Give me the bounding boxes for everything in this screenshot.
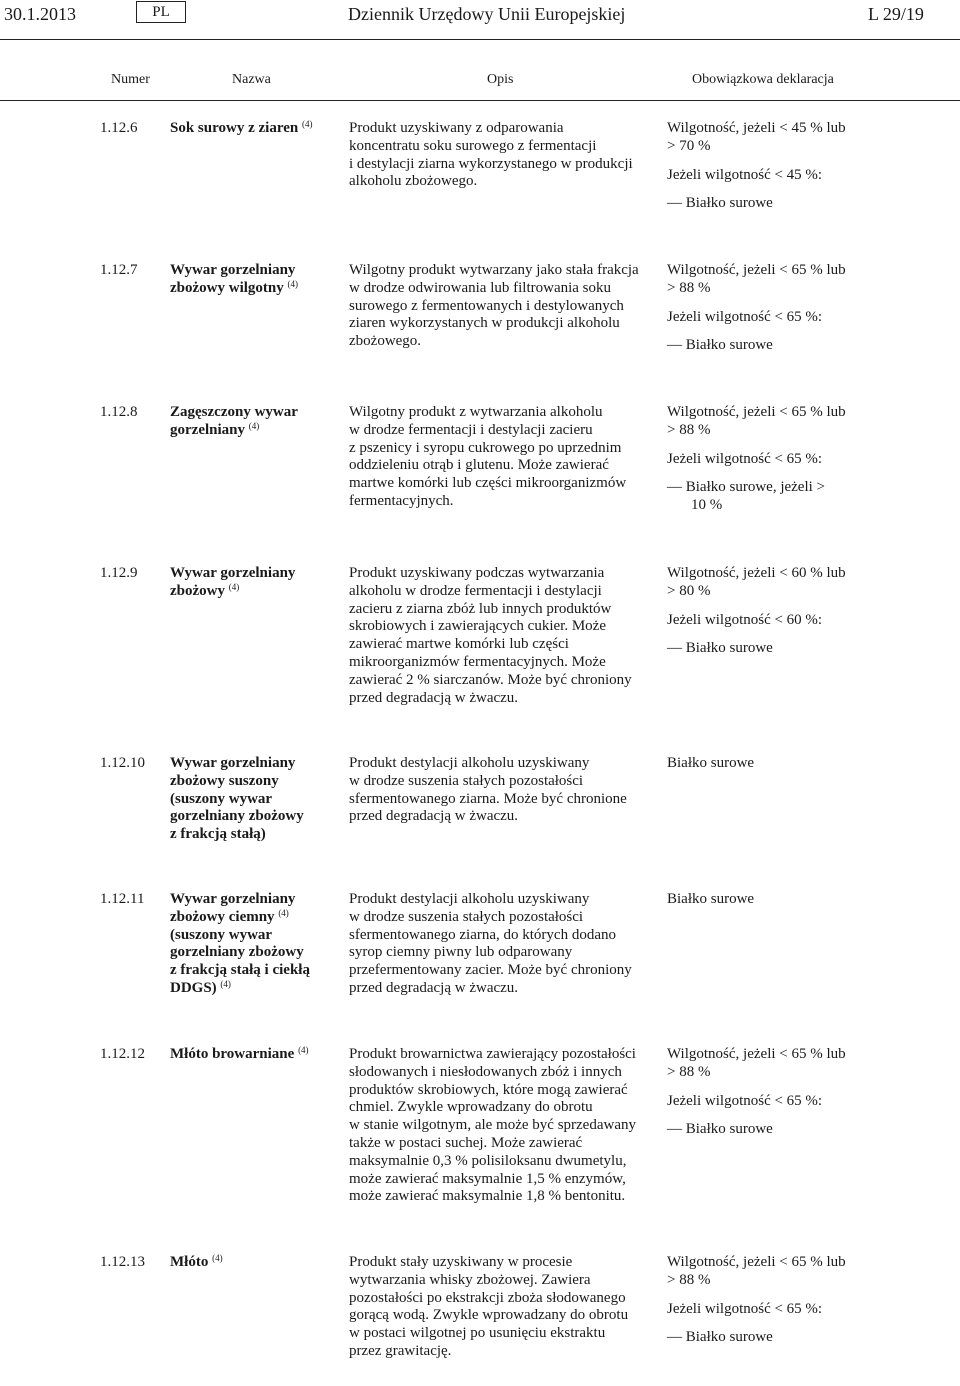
row-description-line: Produkt stały uzyskiwany w procesie bbox=[349, 1254, 573, 1270]
row-description-line: i destylacji ziarna wykorzystanego w produkcji bbox=[349, 155, 633, 172]
row-name-text: DDGS) bbox=[170, 979, 221, 996]
obligatory-line: > 70 % bbox=[667, 137, 711, 154]
row-description-line: chmiel. Zwykle wprowadzany do obrotu bbox=[349, 1099, 593, 1116]
spacer bbox=[667, 601, 863, 612]
header-rule bbox=[0, 39, 960, 40]
row-obligatory-declaration bbox=[667, 565, 863, 658]
row-number: 1.12.6 bbox=[100, 120, 138, 136]
row-name-text: z frakcją stałą i ciekłą bbox=[170, 962, 310, 979]
spacer bbox=[667, 1082, 863, 1093]
obligatory-condition: Jeżeli wilgotność < 45 %: bbox=[667, 166, 823, 183]
row-number: 1.12.8 bbox=[100, 404, 138, 420]
row-description bbox=[349, 404, 651, 511]
row-description-line: produktów skrobiowych, które mogą zawierać bbox=[349, 1081, 628, 1098]
spacer bbox=[667, 468, 863, 479]
row-description-line: gorącą wodą. Zwykle wprowadzany do obrotu bbox=[349, 1307, 629, 1324]
row-name-text: Wywar gorzelniany bbox=[170, 262, 296, 278]
spacer bbox=[667, 1290, 863, 1301]
row-name bbox=[170, 891, 330, 998]
row-obligatory-declaration bbox=[667, 891, 863, 909]
row-description-line: zawierać 2 % siarczanów. Może być chroniony bbox=[349, 671, 632, 688]
row-name-line bbox=[170, 909, 330, 927]
row-name-text: Wywar gorzelniany bbox=[170, 565, 296, 581]
spacer bbox=[667, 1318, 863, 1329]
obligatory-item: 10 % bbox=[691, 497, 723, 514]
row-name-text: zbożowy suszony bbox=[170, 772, 279, 789]
obligatory-condition: Jeżeli wilgotność < 65 %: bbox=[667, 308, 823, 325]
row-name-line bbox=[170, 583, 330, 601]
row-description bbox=[349, 1046, 651, 1206]
row-description-line: martwe komórki lub części mikroorganizmów bbox=[349, 475, 627, 492]
spacer bbox=[667, 326, 863, 337]
obligatory-item: — Białko surowe bbox=[667, 1329, 773, 1346]
spacer bbox=[667, 629, 863, 640]
row-name-line bbox=[170, 120, 330, 138]
footnote-reference: (4) bbox=[220, 978, 231, 989]
row-description-line: mikroorganizmów fermentacyjnych. Może bbox=[349, 653, 606, 670]
spacer bbox=[667, 298, 863, 309]
row-name bbox=[170, 404, 330, 440]
row-description-line: ziaren wykorzystanych w produkcji alkoholu bbox=[349, 315, 620, 332]
row-description-line: oddzieleniu otrąb i glutenu. Może zawierać bbox=[349, 457, 609, 474]
obligatory-condition: Jeżeli wilgotność < 65 %: bbox=[667, 1092, 823, 1109]
obligatory-line: > 88 % bbox=[667, 1271, 711, 1288]
row-name-text: gorzelniany zbożowy bbox=[170, 944, 304, 961]
row-name-line bbox=[170, 1046, 330, 1064]
row-name-line bbox=[170, 944, 330, 962]
row-name-line bbox=[170, 808, 330, 826]
row-description-line: w drodze suszenia stałych pozostałości bbox=[349, 908, 584, 925]
row-description-line: Wilgotny produkt wytwarzany jako stała frakcja bbox=[349, 262, 639, 278]
row-number: 1.12.9 bbox=[100, 565, 138, 581]
spacer bbox=[667, 440, 863, 451]
row-description-line: koncentratu soku surowego z fermentacji bbox=[349, 137, 597, 154]
language-badge: PL bbox=[136, 1, 186, 23]
row-name-text: (suszony wywar bbox=[170, 790, 273, 807]
obligatory-item: — Białko surowe bbox=[667, 640, 773, 657]
row-obligatory-declaration bbox=[667, 404, 863, 515]
row-number: 1.12.7 bbox=[100, 262, 138, 278]
row-description-line: sfermentowanego ziarna, do których dodano bbox=[349, 926, 616, 943]
row-name-text: zbożowy wilgotny bbox=[170, 279, 288, 296]
obligatory-condition: Jeżeli wilgotność < 65 %: bbox=[667, 1300, 823, 1317]
row-description-line: syrop ciemny piwny lub odparowany bbox=[349, 944, 573, 961]
row-name-text: Zagęszczony wywar bbox=[170, 404, 298, 420]
row-name-line bbox=[170, 422, 330, 440]
footnote-reference: (4) bbox=[298, 1045, 309, 1055]
row-obligatory-declaration bbox=[667, 120, 863, 213]
obligatory-line: Białko surowe bbox=[667, 891, 755, 907]
row-description-line: może zawierać maksymalnie 1,8 % bentonitu. bbox=[349, 1188, 626, 1205]
row-name bbox=[170, 1254, 330, 1272]
row-description-line: fermentacyjnych. bbox=[349, 492, 454, 509]
row-number: 1.12.13 bbox=[100, 1254, 145, 1270]
row-description-line: w drodze fermentacji i destylacji zacieru bbox=[349, 421, 593, 438]
obligatory-line: > 80 % bbox=[667, 582, 711, 599]
row-description-line: w drodze suszenia stałych pozostałości bbox=[349, 772, 584, 789]
row-name-line bbox=[170, 773, 330, 791]
footnote-reference: (4) bbox=[248, 420, 260, 431]
row-name-line bbox=[170, 755, 330, 773]
footnote-reference: (4) bbox=[278, 907, 289, 918]
row-description-line: Produkt uzyskiwany podczas wytwarzania bbox=[349, 565, 605, 581]
obligatory-line: Wilgotność, jeżeli < 45 % lub bbox=[667, 120, 846, 136]
row-description bbox=[349, 262, 651, 351]
row-description-line: zacieru z ziarna zbóż lub innych produktów bbox=[349, 600, 612, 617]
row-description-line: przefermentowany zacier. Może być chroniony bbox=[349, 962, 632, 979]
row-name bbox=[170, 1046, 330, 1064]
footnote-reference: (4) bbox=[287, 278, 298, 289]
column-header-name: Nazwa bbox=[232, 72, 271, 87]
row-description-line: skrobiowych i zawierających cukier. Może bbox=[349, 618, 606, 635]
row-name-line bbox=[170, 280, 330, 298]
row-description-line: przed degradacją w żwaczu. bbox=[349, 689, 519, 706]
journal-title: Dziennik Urzędowy Unii Europejskiej bbox=[348, 4, 626, 24]
row-description-line: Produkt destylacji alkoholu uzyskiwany bbox=[349, 755, 590, 771]
obligatory-line: > 88 % bbox=[667, 279, 711, 296]
row-name-text: Sok surowy z ziaren bbox=[170, 120, 302, 136]
column-header-description: Opis bbox=[487, 72, 514, 87]
column-header-obligatory-declaration: Obowiązkowa deklaracja bbox=[692, 72, 834, 87]
row-obligatory-declaration bbox=[667, 1254, 863, 1347]
row-name-text: gorzelniany zbożowy bbox=[170, 808, 304, 825]
row-name-text: (suszony wywar bbox=[170, 926, 273, 943]
obligatory-line: > 88 % bbox=[667, 421, 711, 438]
obligatory-condition: Jeżeli wilgotność < 60 %: bbox=[667, 611, 823, 628]
spacer bbox=[667, 1110, 863, 1121]
row-number: 1.12.12 bbox=[100, 1046, 145, 1062]
row-description-line: może zawierać maksymalnie 1,5 % enzymów, bbox=[349, 1170, 626, 1187]
row-obligatory-declaration bbox=[667, 1046, 863, 1139]
row-description bbox=[349, 120, 651, 191]
spacer bbox=[667, 156, 863, 167]
row-description bbox=[349, 891, 651, 998]
row-name bbox=[170, 755, 330, 844]
row-description bbox=[349, 755, 651, 826]
row-name-text: Wywar gorzelniany bbox=[170, 891, 296, 907]
row-description bbox=[349, 565, 651, 707]
row-name-line bbox=[170, 980, 330, 998]
row-description-line: pozostałości po ekstrakcji zboża słodowanego bbox=[349, 1289, 626, 1306]
row-name-line bbox=[170, 826, 330, 844]
footnote-reference: (4) bbox=[301, 119, 313, 129]
row-obligatory-declaration bbox=[667, 262, 863, 355]
row-description-line: przed degradacją w żwaczu. bbox=[349, 808, 519, 825]
column-header-number: Numer bbox=[111, 72, 150, 87]
row-name-line bbox=[170, 891, 330, 909]
footnote-reference: (4) bbox=[212, 1253, 223, 1263]
row-description-line: w drodze odwirowania lub filtrowania soku bbox=[349, 279, 612, 296]
row-name-text: Młóto bbox=[170, 1254, 213, 1270]
row-name-line bbox=[170, 1254, 330, 1272]
row-name-line bbox=[170, 927, 330, 945]
obligatory-line: Wilgotność, jeżeli < 65 % lub bbox=[667, 404, 846, 420]
page-header bbox=[0, 0, 960, 40]
row-obligatory-declaration bbox=[667, 755, 863, 773]
obligatory-line: > 88 % bbox=[667, 1063, 711, 1080]
row-description-line: z pszenicy i syropu cukrowego po uprzednim bbox=[349, 439, 622, 456]
row-description-line: Wilgotny produkt z wytwarzania alkoholu bbox=[349, 404, 603, 420]
row-name bbox=[170, 262, 330, 298]
obligatory-line: Wilgotność, jeżeli < 65 % lub bbox=[667, 1046, 846, 1062]
page-number: L 29/19 bbox=[868, 4, 924, 24]
column-header-rule bbox=[0, 100, 960, 101]
obligatory-condition: Jeżeli wilgotność < 65 %: bbox=[667, 450, 823, 467]
obligatory-line: Wilgotność, jeżeli < 65 % lub bbox=[667, 262, 846, 278]
row-name-text: z frakcją stałą) bbox=[170, 826, 266, 843]
obligatory-item: — Białko surowe bbox=[667, 337, 773, 354]
row-description-line: w postaci wilgotnej po usunięciu ekstraktu bbox=[349, 1325, 606, 1342]
row-number: 1.12.10 bbox=[100, 755, 145, 771]
row-description-line: surowego z fermentowanych i destylowanych bbox=[349, 297, 624, 314]
row-description-line: maksymalnie 0,3 % polisiloksanu dwumetylu, bbox=[349, 1152, 627, 1169]
row-name-text: zbożowy bbox=[170, 582, 229, 599]
row-description-line: wytwarzania whisky zbożowej. Zawiera bbox=[349, 1271, 591, 1288]
row-description-line: alkoholu zbożowego. bbox=[349, 173, 478, 190]
row-name bbox=[170, 565, 330, 601]
row-name bbox=[170, 120, 330, 138]
spacer bbox=[667, 184, 863, 195]
row-name-line bbox=[170, 262, 330, 280]
row-name-text: zbożowy ciemny bbox=[170, 908, 279, 925]
row-description bbox=[349, 1254, 651, 1361]
row-description-line: przez grawitację. bbox=[349, 1342, 452, 1359]
obligatory-item: — Białko surowe bbox=[667, 195, 773, 212]
row-name-text: Wywar gorzelniany bbox=[170, 755, 296, 771]
footnote-reference: (4) bbox=[228, 581, 240, 592]
row-name-line bbox=[170, 404, 330, 422]
row-name-line bbox=[170, 565, 330, 583]
row-description-line: przed degradacją w żwaczu. bbox=[349, 979, 519, 996]
row-number: 1.12.11 bbox=[100, 891, 145, 907]
row-description-line: zbożowego. bbox=[349, 333, 422, 350]
row-description-line: zawierać martwe komórki lub części bbox=[349, 636, 569, 653]
row-description-line: w stanie wilgotnym, ale może być sprzedawany bbox=[349, 1117, 636, 1134]
row-description-line: także w postaci suchej. Może zawierać bbox=[349, 1134, 583, 1151]
row-description-line: Produkt browarnictwa zawierający pozostałości bbox=[349, 1046, 636, 1062]
row-name-text: gorzelniany bbox=[170, 421, 249, 438]
row-description-line: słodowanych i niesłodowanych zbóż i innych bbox=[349, 1063, 622, 1080]
row-description-line: sfermentowanego ziarna. Może być chronione bbox=[349, 790, 627, 807]
row-name-line bbox=[170, 962, 330, 980]
row-description-line: Produkt destylacji alkoholu uzyskiwany bbox=[349, 891, 590, 907]
obligatory-line: Wilgotność, jeżeli < 60 % lub bbox=[667, 565, 846, 581]
publication-date: 30.1.2013 bbox=[4, 4, 76, 24]
row-description-line: Produkt uzyskiwany z odparowania bbox=[349, 120, 564, 136]
row-description-line: alkoholu w drodze fermentacji i destylacji bbox=[349, 582, 602, 599]
obligatory-line: Białko surowe bbox=[667, 755, 755, 771]
obligatory-item: — Białko surowe bbox=[667, 1121, 773, 1138]
row-name-text: Młóto browarniane bbox=[170, 1046, 299, 1062]
obligatory-item: — Białko surowe, jeżeli > bbox=[667, 479, 826, 496]
obligatory-line: Wilgotność, jeżeli < 65 % lub bbox=[667, 1254, 846, 1270]
row-name-line bbox=[170, 791, 330, 809]
